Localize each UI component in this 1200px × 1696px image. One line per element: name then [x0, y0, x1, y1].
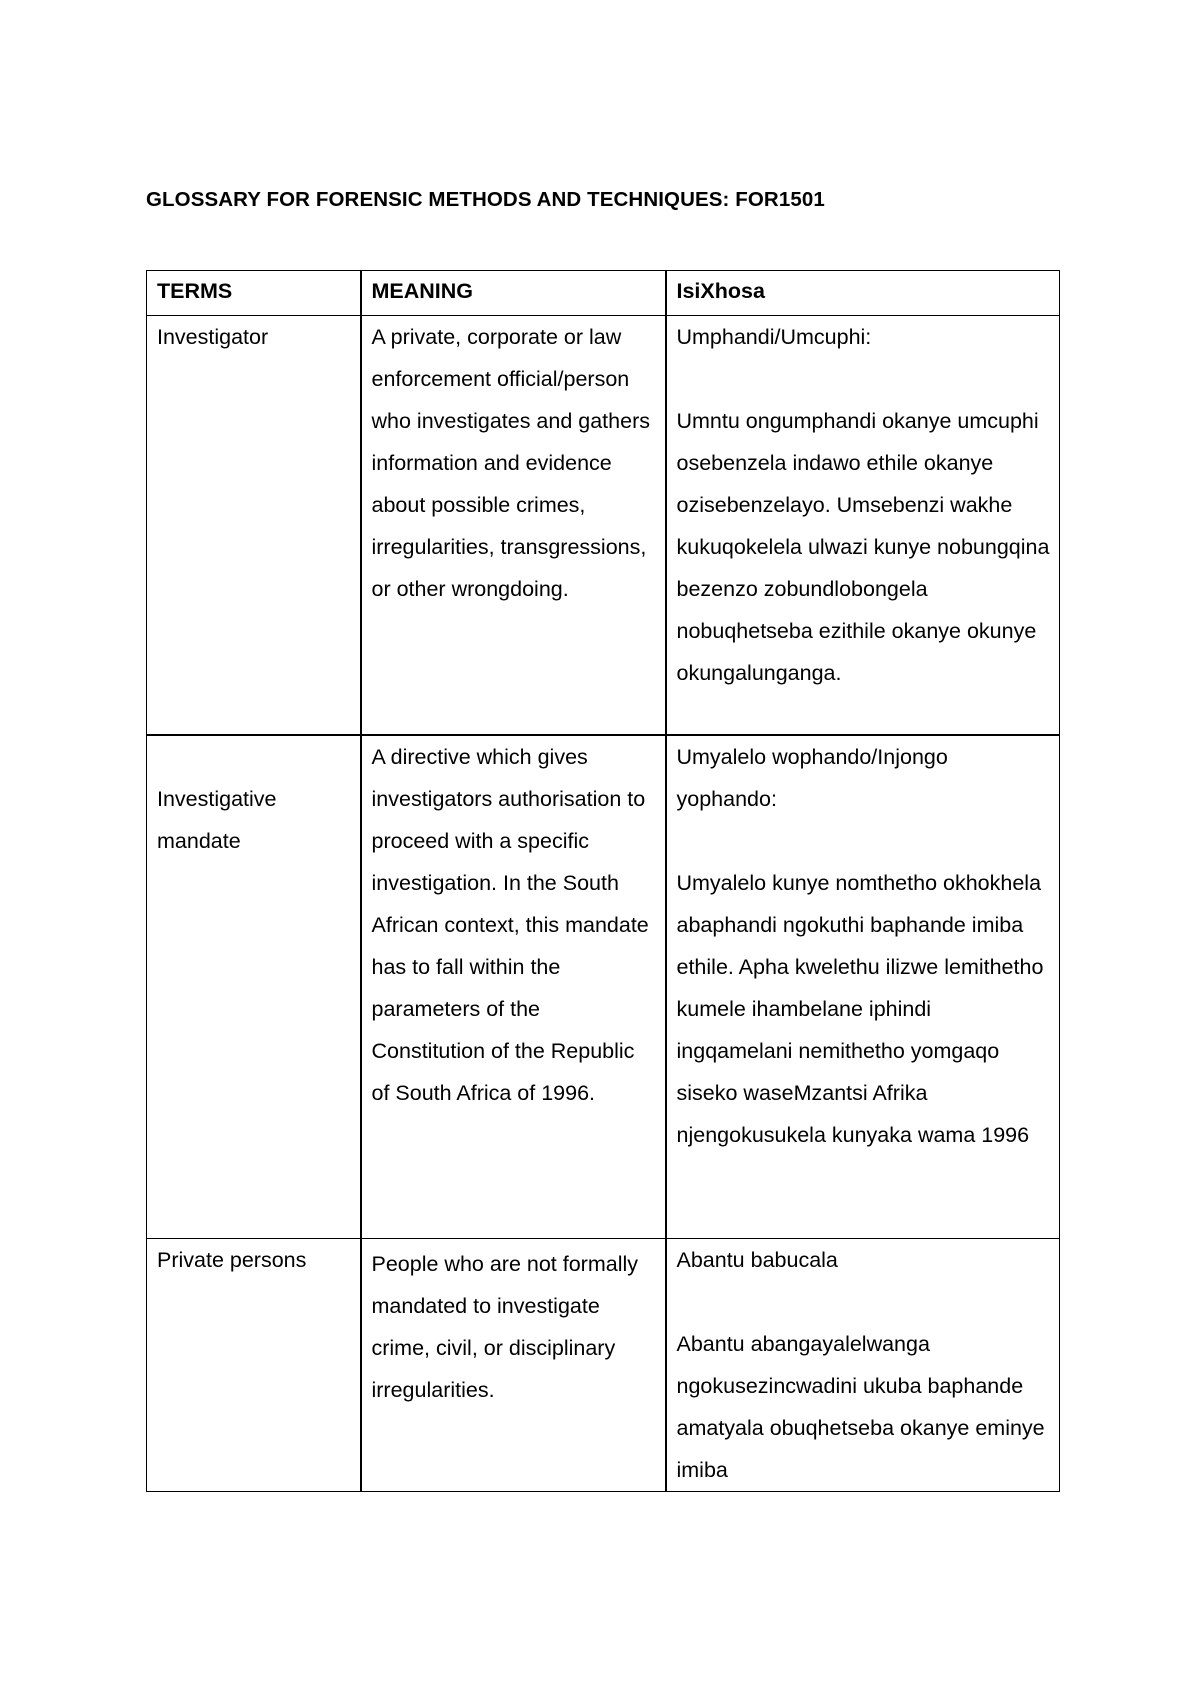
page-title: GLOSSARY FOR FORENSIC METHODS AND TECHNIQUES: FOR1501 [146, 188, 825, 211]
xhosa-term: Abantu babucala [676, 1248, 838, 1272]
meaning-cell [361, 316, 666, 736]
xhosa-definition: Abantu abangayalelwanga ngokusezincwadini ukuba baphande amatyala obuqhetseba okanye eminye imiba [676, 1332, 1045, 1482]
xhosa-cell [666, 1239, 1060, 1492]
table-header-row [147, 271, 1060, 316]
table-row [147, 1239, 1060, 1492]
xhosa-definition: Umyalelo kunye nomthetho okhokhela abaphandi ngokuthi baphande imiba ethile. Apha kwelethu ilizwe lemithetho kumele ihambelane iphindi ingqamelani nemithetho yomgaqo siseko waseMzantsi Afrika njengokusukela kunyaka wama 1996 [676, 871, 1044, 1147]
table-row [147, 735, 1060, 1239]
meaning-text: A private, corporate or law enforcement official/person who investigates and gathers information and evidence about possible crimes, irregularities, transgressions, or other wrongdoing. [371, 325, 650, 601]
term-cell [147, 316, 361, 736]
glossary-table [146, 270, 1060, 1492]
meaning-text: People who are not formally mandated to investigate crime, civil, or disciplinary irregularities. [371, 1252, 639, 1402]
meaning-cell [361, 735, 666, 1239]
term-cell [147, 1239, 361, 1492]
xhosa-term: Umphandi/Umcuphi: [676, 325, 872, 349]
meaning-text: A directive which gives investigators authorisation to proceed with a specific investigation. In the South African context, this mandate has to fall within the parameters of the Constitution of the Republic of South Africa of 1996. [371, 745, 649, 1105]
meaning-cell [361, 1239, 666, 1492]
term-text: Investigator [157, 325, 269, 349]
term-text: Investigative mandate [157, 787, 277, 853]
header-meaning: MEANING [361, 271, 666, 316]
xhosa-cell [666, 316, 1060, 736]
table-row [147, 316, 1060, 736]
xhosa-cell [666, 735, 1060, 1239]
xhosa-term: Umyalelo wophando/Injongo yophando: [676, 745, 948, 811]
term-text: Private persons [157, 1248, 307, 1272]
header-isixhosa: IsiXhosa [666, 271, 1060, 316]
term-cell [147, 735, 361, 1239]
xhosa-definition: Umntu ongumphandi okanye umcuphi osebenzela indawo ethile okanye ozisebenzelayo. Umsebenzi wakhe kukuqokelela ulwazi kunye nobungqina bezenzo zobundlobongela nobuqhetseba ezithile okanye okunye okungalunganga. [676, 409, 1050, 685]
header-terms: TERMS [147, 271, 361, 316]
